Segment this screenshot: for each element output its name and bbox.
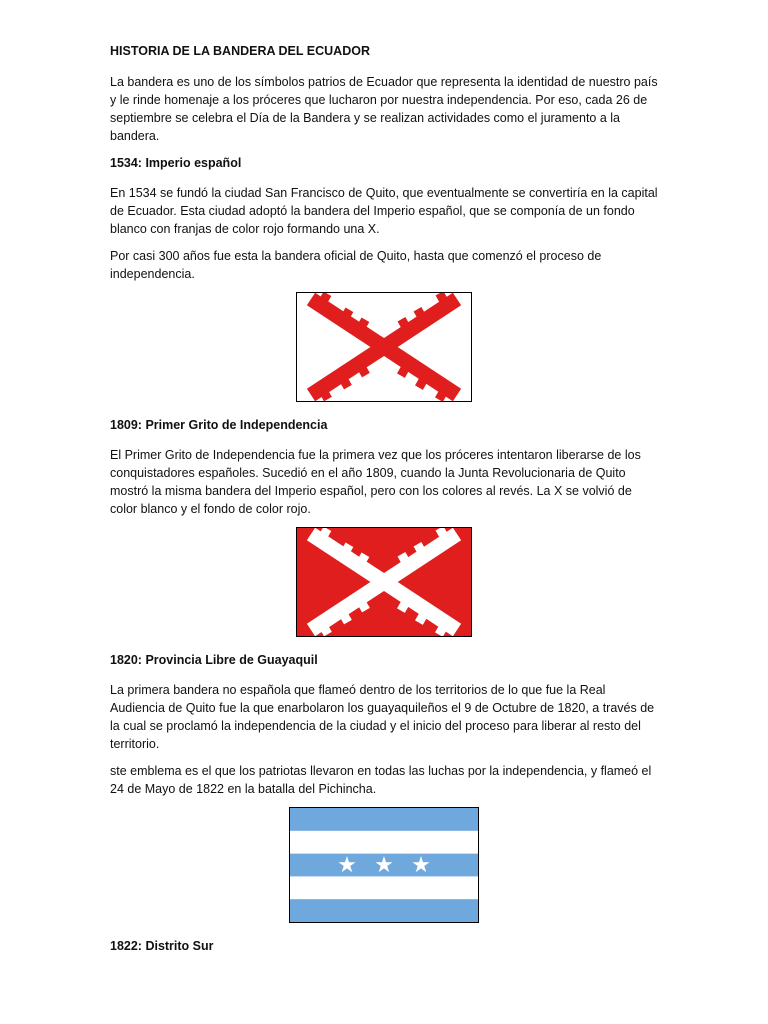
document-page xyxy=(110,42,658,967)
intro-paragraph: La bandera es uno de los símbolos patrios de Ecuador que representa la identidad de nuestro país y le rinde homenaje a los próceres que lucharon por nuestra independencia. Por eso, cada 26 de septiembre se celebra el Día de la Bandera y se realizan actividades como el juramento a la bandera. xyxy=(110,75,658,143)
section-heading-1822: 1822: Distrito Sur xyxy=(110,939,214,953)
paragraph-1534-a: En 1534 se fundó la ciudad San Francisco de Quito, que eventualmente se convertiría en la capital de Ecuador. Esta ciudad adoptó la bandera del Imperio español, que se componía de un fondo blanco con franjas de color rojo formando una X. xyxy=(110,186,658,236)
quito-1809-flag-image xyxy=(296,527,472,637)
flag-container-1809 xyxy=(110,527,658,637)
star-icon: ★ xyxy=(411,853,431,878)
paragraph-1820-b: ste emblema es el que los patriotas llevaron en todas las luchas por la independencia, y flameó el 24 de Mayo de 1822 en la batalla del Pichincha. xyxy=(110,764,652,796)
star-icon: ★ xyxy=(374,853,394,878)
paragraph-1534-b: Por casi 300 años fue esta la bandera oficial de Quito, hasta que comenzó el proceso de independencia. xyxy=(110,249,602,281)
flag-container-1820 xyxy=(110,807,658,923)
section-heading-1809: 1809: Primer Grito de Independencia xyxy=(110,418,328,432)
paragraph-1820-a: La primera bandera no española que flameó dentro de los territorios de lo que fue la Real Audiencia de Quito fue la que enarbolaron los guayaquileños el 9 de Octubre de 1820, a través de la cual se proclamó la independencia de la ciudad y el inicio del proceso para liberar al resto del territorio. xyxy=(110,683,655,751)
document-title: HISTORIA DE LA BANDERA DEL ECUADOR xyxy=(110,44,370,58)
guayaquil-flag-image xyxy=(289,807,479,923)
spanish-empire-flag-image xyxy=(296,292,472,402)
paragraph-1809-a: El Primer Grito de Independencia fue la primera vez que los próceres intentaron liberarse de los conquistadores españoles. Sucedió en el año 1809, cuando la Junta Revolucionaria de Quito mostró la misma bandera del Imperio español, pero con los colores al revés. La X se volvió de color blanco y el fondo de color rojo. xyxy=(110,448,641,516)
section-heading-1534: 1534: Imperio español xyxy=(110,156,242,170)
flag-container-1534 xyxy=(110,292,658,402)
star-icon: ★ xyxy=(337,853,357,878)
section-heading-1820: 1820: Provincia Libre de Guayaquil xyxy=(110,653,318,667)
